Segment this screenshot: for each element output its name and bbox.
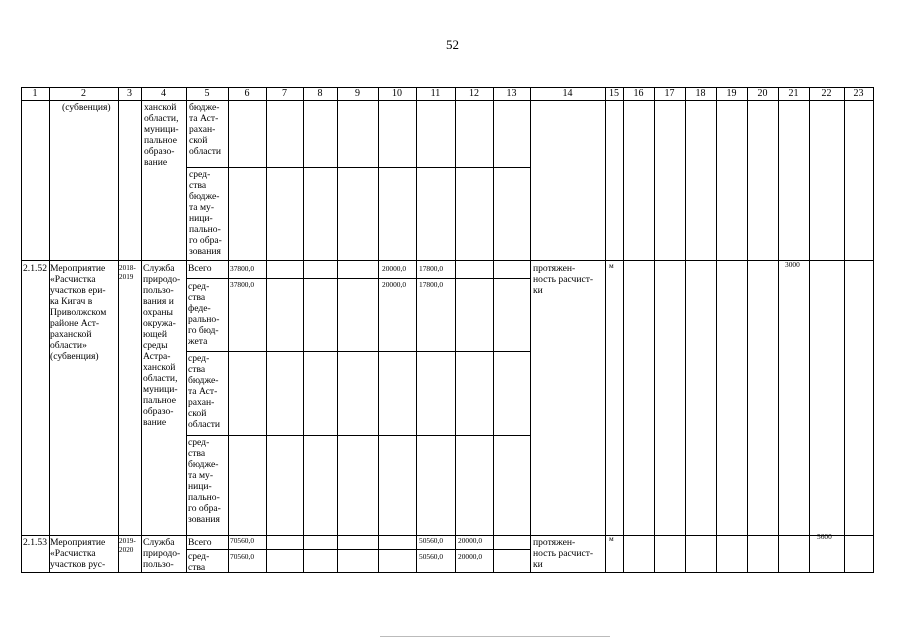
amount-total: 37800,0 [230, 264, 255, 273]
funding-source-total: Всего [188, 537, 212, 548]
amount-2018: 20000,0 [382, 264, 407, 273]
footer-line [380, 636, 610, 637]
subrow-divider [186, 351, 530, 352]
col-header-4: 4 [161, 88, 166, 99]
executor: Служба природо- пользо- [143, 537, 181, 570]
col-header-19: 19 [726, 88, 737, 99]
col-header-22: 22 [821, 88, 832, 99]
page-number: 52 [446, 37, 459, 52]
col-border [378, 87, 379, 573]
executor: ханской области, муници- пальное образо- вание [144, 102, 179, 168]
col-border [21, 87, 22, 573]
col-header-17: 17 [664, 88, 675, 99]
amount-total-federal: 37800,0 [230, 280, 255, 289]
col-border [654, 87, 655, 573]
indicator-name: протяжен- ность расчист- ки [533, 537, 594, 570]
col-border [685, 87, 686, 573]
col-border [416, 87, 417, 573]
col-border [228, 87, 229, 573]
col-border [303, 87, 304, 573]
col-header-21: 21 [788, 88, 799, 99]
indicator-unit: м [609, 261, 614, 270]
amount-2019: 50560,0 [419, 536, 444, 545]
measure-years: 2018- 2019 [119, 264, 136, 281]
col-border [844, 87, 845, 573]
indicator-name: протяжен- ность расчист- ки [533, 263, 594, 296]
measure-number: 2.1.52 [23, 263, 47, 274]
col-header-7: 7 [282, 88, 287, 99]
funding-source-region: сред- ства бюдже- та Аст- рахан- ской области [188, 353, 221, 430]
funding-source-federal: сред- ства феде- рально- го бюд- жета [188, 281, 220, 347]
col-header-14: 14 [562, 88, 573, 99]
col-border [809, 87, 810, 573]
amount-2019-federal: 17800,0 [419, 280, 444, 289]
col-header-23: 23 [853, 88, 864, 99]
col-header-5: 5 [204, 88, 210, 99]
col-border [455, 87, 456, 573]
measure-name: (субвенция) [62, 102, 111, 113]
col-header-1: 1 [32, 88, 38, 99]
col-header-15: 15 [609, 88, 619, 99]
col-header-6: 6 [244, 88, 250, 99]
col-border [747, 87, 748, 573]
col-border [623, 87, 624, 573]
funding-source-total: Всего [188, 263, 212, 274]
amount-2019-federal: 50560,0 [419, 552, 444, 561]
col-header-20: 20 [757, 88, 768, 99]
col-header-16: 16 [633, 88, 644, 99]
col-border [186, 87, 187, 573]
subrow-divider [186, 435, 530, 436]
indicator-target-value: 3000 [785, 260, 800, 269]
funding-source-municipal: сред- ства бюдже- та му- ници- пально- го обра- зования [188, 437, 221, 525]
indicator-target-value: 5600 [817, 532, 832, 541]
amount-2020-federal: 20000,0 [458, 552, 483, 561]
executor: Служба природо- пользо- вания и охраны окружа- ющей среды Астра- ханской области, муници- пальное образо- вание [143, 263, 181, 428]
col-header-13: 13 [506, 88, 517, 99]
col-border [716, 87, 717, 573]
funding-source-municipal: сред- ства бюдже- та му- ници- пально- го обра- зования [189, 169, 222, 257]
amount-2020: 20000,0 [458, 536, 483, 545]
measure-name: Мероприятие «Расчистка участков ери- ка Кигач в Приволжском районе Аст- раханской области» (субвенция) [50, 263, 107, 362]
col-header-2: 2 [81, 88, 86, 99]
measure-name: Мероприятие «Расчистка участков рус- [50, 537, 106, 570]
col-border [778, 87, 779, 573]
col-border [873, 87, 874, 573]
col-header-11: 11 [430, 88, 441, 99]
amount-2019: 17800,0 [419, 264, 444, 273]
col-header-12: 12 [469, 88, 479, 99]
measure-number: 2.1.53 [23, 537, 47, 548]
col-border [266, 87, 267, 573]
amount-total-federal: 70560,0 [230, 552, 255, 561]
col-border [530, 87, 531, 573]
funding-source-federal: сред- ства [188, 551, 210, 573]
subrow-divider [186, 167, 530, 168]
col-header-3: 3 [127, 88, 132, 99]
col-border [141, 87, 142, 573]
subrow-divider [186, 549, 530, 550]
measure-years: 2019- 2020 [119, 537, 136, 554]
indicator-unit: м [609, 534, 614, 543]
col-border [337, 87, 338, 573]
col-header-8: 8 [317, 88, 323, 99]
col-border [118, 87, 119, 573]
amount-2018-federal: 20000,0 [382, 280, 407, 289]
col-border [493, 87, 494, 573]
col-header-10: 10 [392, 88, 402, 99]
amount-total: 70560,0 [230, 536, 255, 545]
col-header-9: 9 [355, 88, 360, 99]
funding-source-region: бюдже- та Аст- рахан- ской области [189, 102, 222, 157]
col-header-18: 18 [695, 88, 706, 99]
col-border [605, 87, 606, 573]
